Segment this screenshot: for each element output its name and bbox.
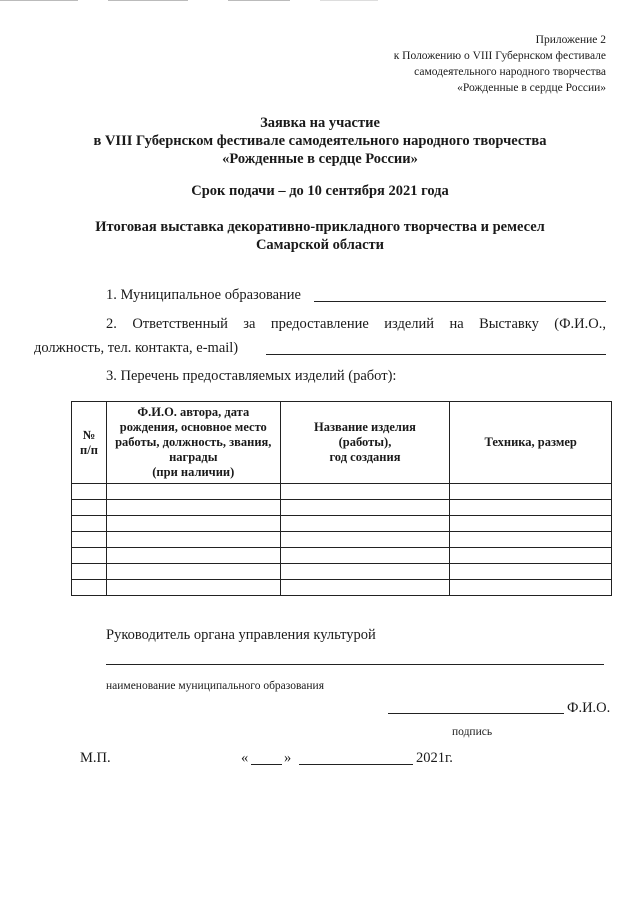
header-title: [280, 402, 450, 484]
table-row: [72, 500, 612, 516]
appendix-line: Приложение 2: [535, 34, 606, 46]
signature-line[interactable]: [388, 713, 564, 714]
subtitle-line: Самарской области: [255, 237, 385, 253]
table-cell[interactable]: [280, 564, 450, 580]
table-cell[interactable]: [106, 500, 280, 516]
fio-label: Ф.И.О.: [567, 700, 611, 716]
scan-line: [0, 0, 78, 1]
table-cell[interactable]: [72, 516, 107, 532]
subtitle-line: Итоговая выставка декоративно-прикладного творчества и ремесел: [95, 219, 545, 235]
date-year: 2021г.: [416, 750, 453, 766]
table-row: [72, 532, 612, 548]
table-cell[interactable]: [106, 548, 280, 564]
table-cell[interactable]: [450, 500, 612, 516]
table-cell[interactable]: [450, 516, 612, 532]
table-cell[interactable]: [280, 580, 450, 596]
appendix-line: самодеятельного народного творчества: [414, 66, 606, 78]
header-number: [72, 402, 107, 484]
table-cell[interactable]: [106, 516, 280, 532]
head-of-culture-label: Руководитель органа управления культурой: [106, 627, 376, 643]
municipality-label: 1. Муниципальное образование: [106, 287, 301, 303]
stamp-label: М.П.: [80, 750, 111, 766]
table-row: [72, 580, 612, 596]
title-line: «Рожденные в сердце России»: [222, 151, 418, 167]
responsible-label-cont: должность, тел. контакта, e-mail): [34, 340, 239, 356]
scan-line: [108, 0, 188, 1]
scan-line: [320, 0, 378, 1]
date-quote-close: »: [284, 750, 292, 766]
table-cell[interactable]: [72, 532, 107, 548]
title-line: в VIII Губернском фестивале самодеятельного народного творчества: [93, 133, 547, 149]
table-header-row: [72, 402, 612, 484]
header-title-text: Название изделия (работы), год создания: [313, 420, 416, 464]
municipality-name-caption: наименование муниципального образования: [106, 680, 324, 692]
items-table: [71, 401, 612, 596]
table-row: [72, 484, 612, 500]
scan-line: [228, 0, 290, 1]
table-cell[interactable]: [72, 580, 107, 596]
table-cell[interactable]: [72, 564, 107, 580]
table-cell[interactable]: [280, 500, 450, 516]
responsible-label: 2. Ответственный за предоставление изделий на Выставку (Ф.И.О.,: [106, 316, 606, 332]
header-number-text: № п/п: [80, 427, 98, 457]
appendix-line: «Рожденные в сердце России»: [457, 82, 606, 94]
header-technique: [450, 402, 612, 484]
table-row: [72, 548, 612, 564]
date-quote-open: «: [241, 750, 249, 766]
header-technique-text: Техника, размер: [484, 435, 577, 449]
table-cell[interactable]: [280, 484, 450, 500]
municipality-input-line[interactable]: [314, 301, 606, 302]
table-row: [72, 516, 612, 532]
table-cell[interactable]: [106, 532, 280, 548]
appendix-note: [394, 32, 606, 96]
items-list-label: 3. Перечень предоставляемых изделий (работ):: [106, 368, 397, 384]
table-cell[interactable]: [106, 564, 280, 580]
table-cell[interactable]: [450, 532, 612, 548]
responsible-input-line[interactable]: [266, 354, 606, 355]
header-author-text: Ф.И.О. автора, дата рождения, основное место работы, должность, звания, награды (при наличии): [115, 405, 272, 479]
header-author: [106, 402, 280, 484]
table-cell[interactable]: [72, 500, 107, 516]
sign-caption: подпись: [452, 726, 493, 738]
table-cell[interactable]: [450, 580, 612, 596]
title-line: Заявка на участие: [260, 115, 380, 131]
table-cell[interactable]: [450, 484, 612, 500]
deadline: Срок подачи – до 10 сентября 2021 года: [191, 183, 449, 199]
table-cell[interactable]: [280, 548, 450, 564]
date-day-line[interactable]: [251, 764, 282, 765]
date-month-line[interactable]: [299, 764, 413, 765]
table-cell[interactable]: [72, 484, 107, 500]
table-cell[interactable]: [280, 532, 450, 548]
appendix-line: к Положению о VIII Губернском фестивале: [393, 50, 606, 62]
table-cell[interactable]: [450, 564, 612, 580]
table-row: [72, 564, 612, 580]
table-cell[interactable]: [450, 548, 612, 564]
table-cell[interactable]: [106, 484, 280, 500]
table-cell[interactable]: [280, 516, 450, 532]
municipality-name-line[interactable]: [106, 664, 604, 665]
table-cell[interactable]: [106, 580, 280, 596]
table-cell[interactable]: [72, 548, 107, 564]
